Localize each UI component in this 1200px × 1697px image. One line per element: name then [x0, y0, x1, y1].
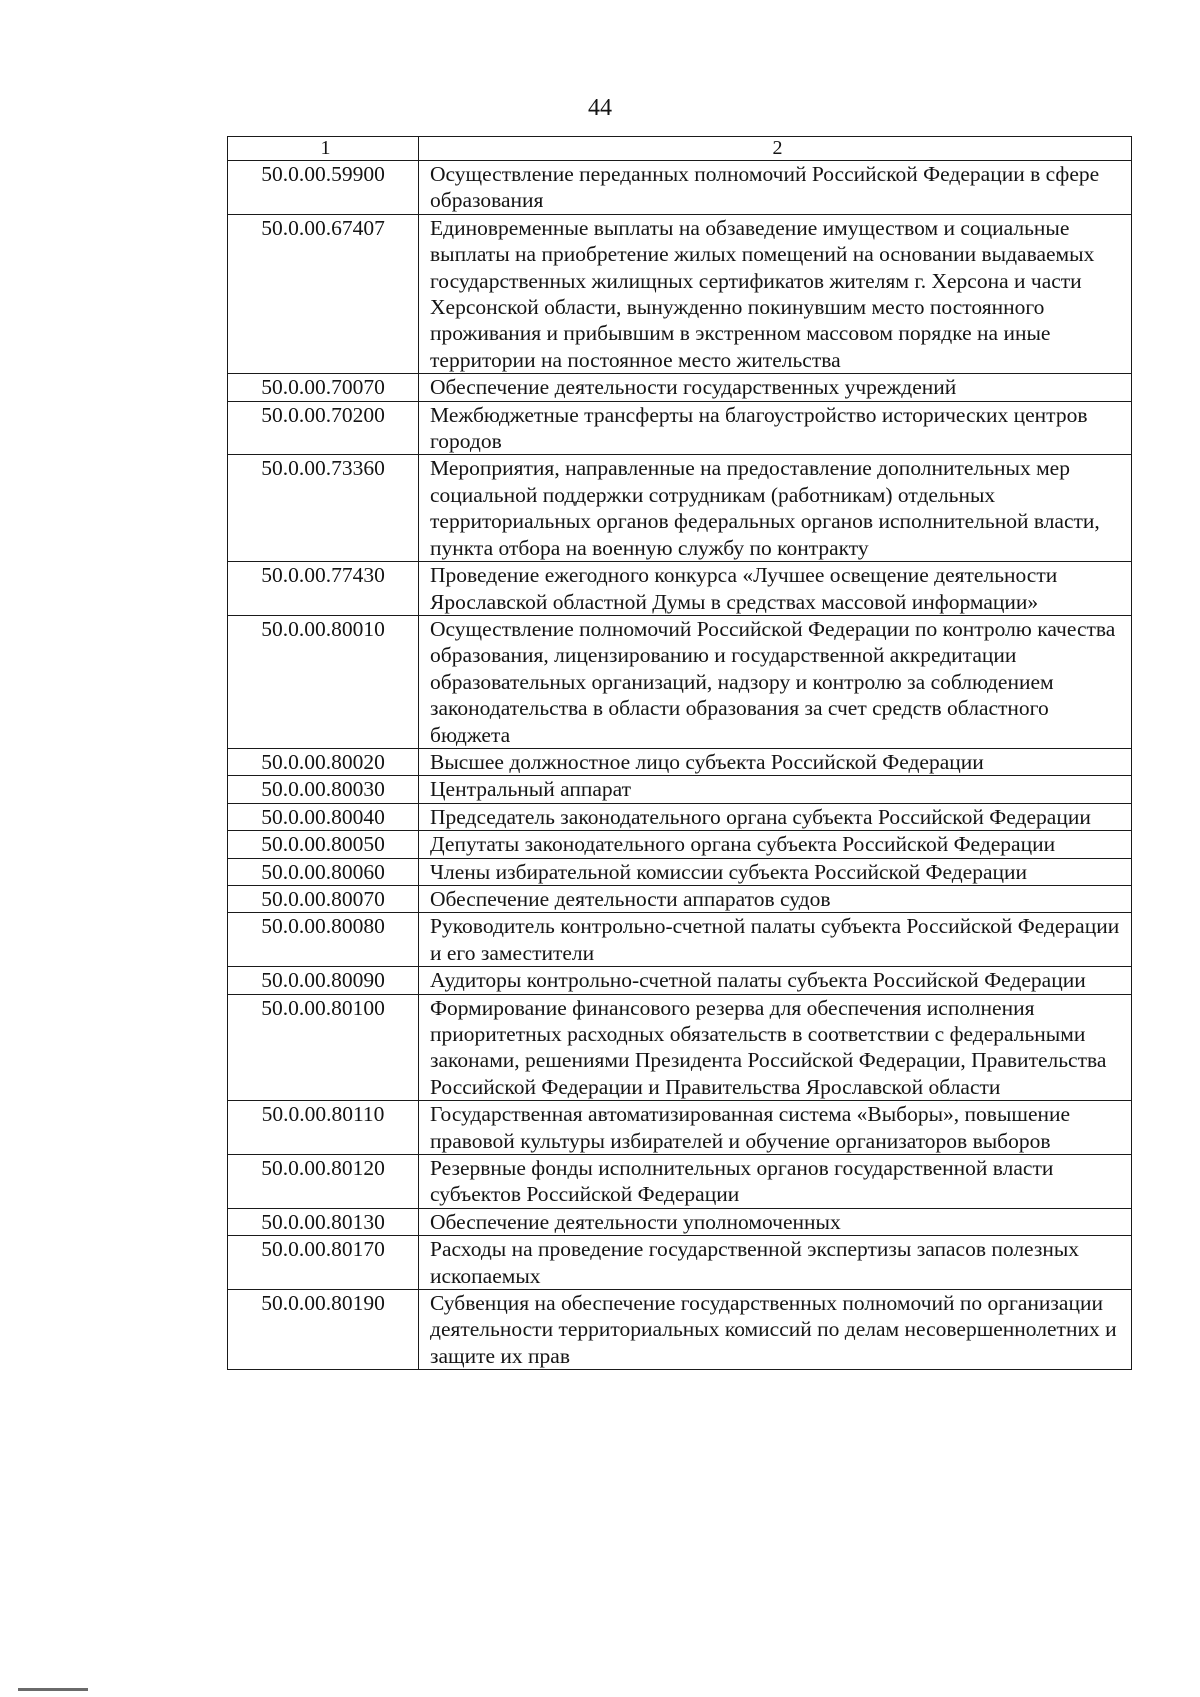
row-code: 50.0.00.80080: [228, 913, 419, 967]
table-row: [228, 161, 1132, 215]
table-row: [228, 885, 1132, 912]
row-code: 50.0.00.80120: [228, 1155, 419, 1209]
column-header-name: 2: [419, 137, 1132, 161]
row-code: 50.0.00.80020: [228, 748, 419, 775]
table-row: [228, 615, 1132, 748]
table-row: [228, 1208, 1132, 1235]
table-row: [228, 1101, 1132, 1155]
row-description: Обеспечение деятельности аппаратов судов: [419, 885, 1132, 912]
row-code: 50.0.00.80110: [228, 1101, 419, 1155]
table-row: [228, 776, 1132, 803]
table-row: [228, 967, 1132, 994]
row-code: 50.0.00.80010: [228, 615, 419, 748]
row-description: Мероприятия, направленные на предоставление дополнительных мер социальной поддержки сотрудникам (работникам) отдельных территориальных органов федеральных органов исполнительной власти, пункта отбора на военную службу по контракту: [419, 455, 1132, 562]
row-description: Члены избирательной комиссии субъекта Российской Федерации: [419, 858, 1132, 885]
row-description: Субвенция на обеспечение государственных полномочий по организации деятельности территориальных комиссий по делам несовершеннолетних и защите их прав: [419, 1290, 1132, 1370]
table-row: [228, 401, 1132, 455]
row-description: Осуществление переданных полномочий Российской Федерации в сфере образования: [419, 161, 1132, 215]
row-description: Центральный аппарат: [419, 776, 1132, 803]
table-row: [228, 1290, 1132, 1370]
table-row: [228, 913, 1132, 967]
table-row: [228, 748, 1132, 775]
row-description: Обеспечение деятельности уполномоченных: [419, 1208, 1132, 1235]
row-description: Высшее должностное лицо субъекта Российской Федерации: [419, 748, 1132, 775]
row-code: 50.0.00.70200: [228, 401, 419, 455]
row-code: 50.0.00.67407: [228, 214, 419, 373]
row-description: Проведение ежегодного конкурса «Лучшее освещение деятельности Ярославской областной Думы в средствах массовой информации»: [419, 562, 1132, 616]
table-row: [228, 1236, 1132, 1290]
column-header-code: 1: [228, 137, 419, 161]
row-code: 50.0.00.80070: [228, 885, 419, 912]
row-code: 50.0.00.73360: [228, 455, 419, 562]
row-code: 50.0.00.80060: [228, 858, 419, 885]
row-description: Государственная автоматизированная система «Выборы», повышение правовой культуры избирателей и обучение организаторов выборов: [419, 1101, 1132, 1155]
table-row: [228, 374, 1132, 401]
table-body: [228, 137, 1132, 1370]
table-row: [228, 803, 1132, 830]
row-code: 50.0.00.59900: [228, 161, 419, 215]
page-number: 44: [588, 95, 612, 121]
row-description: Расходы на проведение государственной экспертизы запасов полезных ископаемых: [419, 1236, 1132, 1290]
table-row: [228, 831, 1132, 858]
row-description: Резервные фонды исполнительных органов государственной власти субъектов Российской Федерации: [419, 1155, 1132, 1209]
row-description: Аудиторы контрольно-счетной палаты субъекта Российской Федерации: [419, 967, 1132, 994]
row-code: 50.0.00.70070: [228, 374, 419, 401]
row-code: 50.0.00.80170: [228, 1236, 419, 1290]
scan-artifact-line: [18, 1688, 88, 1691]
table-row: [228, 562, 1132, 616]
row-description: Формирование финансового резерва для обеспечения исполнения приоритетных расходных обязательств в соответствии с федеральными законами, решениями Президента Российской Федерации, Правительства Российской Федерации и Правительства Ярославской области: [419, 994, 1132, 1101]
row-description: Председатель законодательного органа субъекта Российской Федерации: [419, 803, 1132, 830]
row-description: Руководитель контрольно-счетной палаты субъекта Российской Федерации и его заместители: [419, 913, 1132, 967]
budget-codes-table: [227, 136, 1132, 1370]
row-code: 50.0.00.80190: [228, 1290, 419, 1370]
row-code: 50.0.00.80030: [228, 776, 419, 803]
row-description: Единовременные выплаты на обзаведение имуществом и социальные выплаты на приобретение жилых помещений на основании выдаваемых государственных жилищных сертификатов жителям г. Херсона и части Херсонской области, вынужденно покинувшим место постоянного проживания и прибывшим в экстренном массовом порядке на иные территории на постоянное место жительства: [419, 214, 1132, 373]
table-row: [228, 214, 1132, 373]
table-row: [228, 1155, 1132, 1209]
row-code: 50.0.00.80090: [228, 967, 419, 994]
row-code: 50.0.00.80040: [228, 803, 419, 830]
row-code: 50.0.00.80130: [228, 1208, 419, 1235]
row-code: 50.0.00.77430: [228, 562, 419, 616]
row-description: Межбюджетные трансферты на благоустройство исторических центров городов: [419, 401, 1132, 455]
row-description: Обеспечение деятельности государственных учреждений: [419, 374, 1132, 401]
row-code: 50.0.00.80100: [228, 994, 419, 1101]
row-code: 50.0.00.80050: [228, 831, 419, 858]
table-row: [228, 858, 1132, 885]
table-row: [228, 994, 1132, 1101]
row-description: Осуществление полномочий Российской Федерации по контролю качества образования, лицензированию и государственной аккредитации образовательных организаций, надзору и контролю за соблюдением законодательства в области образования за счет средств областного бюджета: [419, 615, 1132, 748]
row-description: Депутаты законодательного органа субъекта Российской Федерации: [419, 831, 1132, 858]
table-header-row: [228, 137, 1132, 161]
table-row: [228, 455, 1132, 562]
